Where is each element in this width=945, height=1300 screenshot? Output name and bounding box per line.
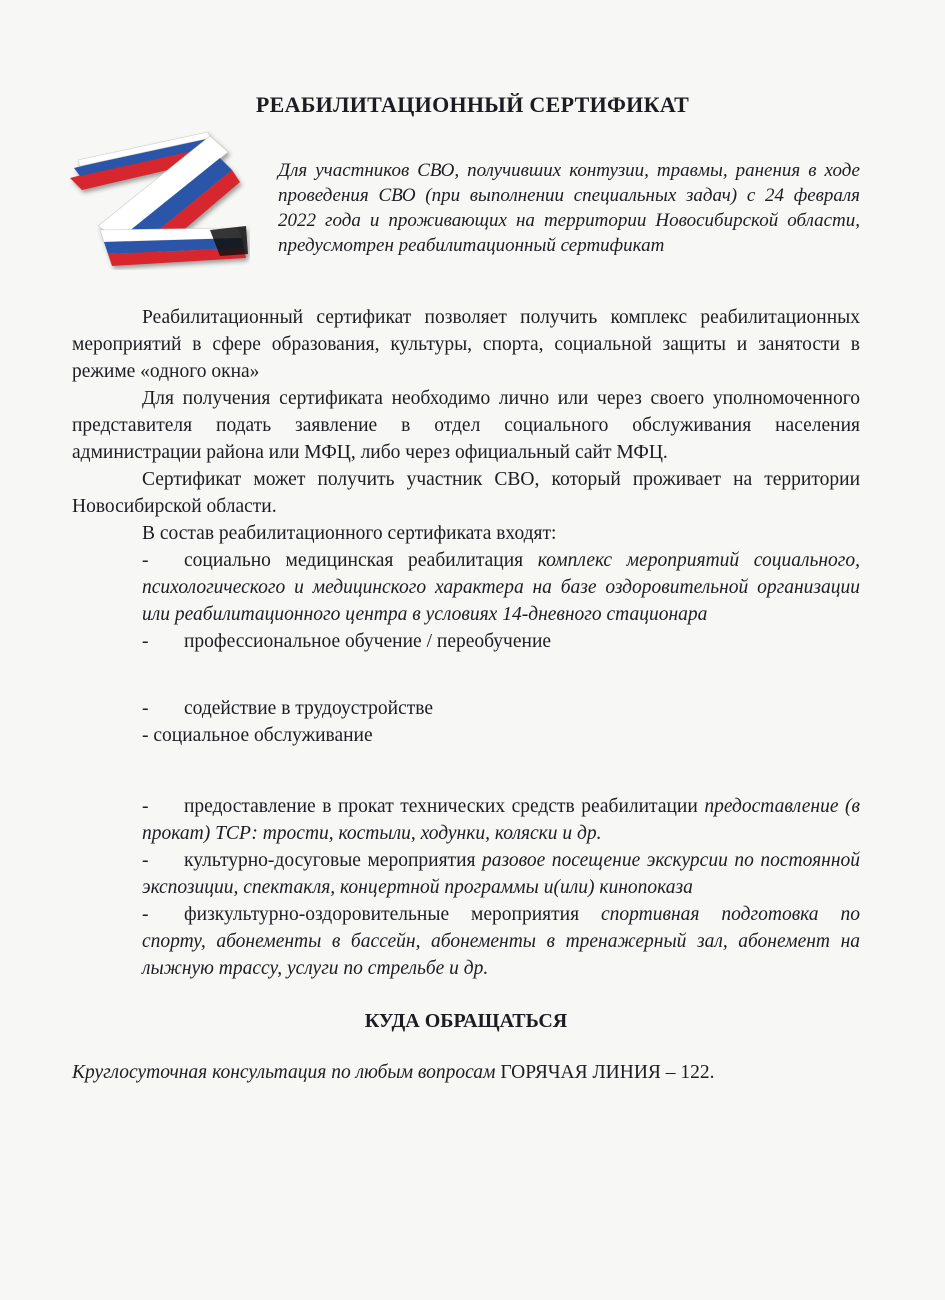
intro-text: Для участников СВО, получивших контузии, травмы, ранения в ходе проведения СВО (при выполнении специальных задач) с 24 февраля 2022 года и проживающих на территории Новосибирской области, предусмотрен реабилитационный сертификат: [278, 160, 860, 256]
document-title: РЕАБИЛИТАЦИОННЫЙ СЕРТИФИКАТ: [255, 92, 690, 117]
list-item-detail: предоставление (в прокат) ТСР: трости, костыли, ходунки, коляски и др.: [142, 796, 860, 844]
list-item-social-service: - социальное обслуживание: [142, 725, 373, 746]
z-ribbon-logo: [60, 130, 250, 270]
list-item-medical-rehab: - социально медицинская реабилитация комплекс мероприятий социального, психологического и медицинского характера на базе оздоровительной организации или реабилитационного центра в условиях 14-дневного стационара: [142, 550, 860, 625]
list-item-label: содействие в трудоустройстве: [184, 698, 434, 719]
list-item-label: культурно-досуговые мероприятия: [184, 850, 476, 871]
contacts-heading: КУДА ОБРАЩАТЬСЯ: [364, 1010, 568, 1032]
list-item-detail: спортивная подготовка по спорту, абонементы в бассейн, абонементы в тренажерный зал, абонемент на лыжную трассу, услуги по стрельбе и др.: [142, 904, 860, 979]
list-item-label: социальное обслуживание: [153, 725, 373, 746]
list-item-label: профессиональное обучение / переобучение: [184, 631, 552, 652]
paragraph-eligibility: Сертификат может получить участник СВО, который проживает на территории Новосибирской области.: [72, 469, 860, 517]
document-body: [72, 304, 860, 1086]
list-item-professional-training: - профессиональное обучение / переобучение: [142, 631, 552, 652]
list-item-label: физкультурно-оздоровительные мероприятия: [184, 904, 580, 925]
paragraph-how-to-apply: Для получения сертификата необходимо лично или через своего уполномоченного представителя подать заявление в отдел социального обслуживания населения администрации района или МФЦ, либо через официальный сайт МФЦ.: [72, 388, 860, 463]
list-item-sports-events: - физкультурно-оздоровительные мероприятия спортивная подготовка по спорту, абонементы в бассейн, абонементы в тренажерный зал, абонемент на лыжную трассу, услуги по стрельбе и др.: [142, 904, 860, 979]
paragraph-contents-intro: В состав реабилитационного сертификата входят:: [142, 523, 557, 544]
list-item-cultural-events: - культурно-досуговые мероприятия разовое посещение экскурсии по постоянной экспозиции, спектакля, концертной программы и(или) кинопоказа: [142, 850, 861, 898]
list-item-employment-assistance: - содействие в трудоустройстве: [142, 698, 434, 719]
list-item-detail: комплекс мероприятий социального, психологического и медицинского характера на базе оздоровительной организации или реабилитационного центра в условиях 14-дневного стационара: [142, 550, 860, 625]
hotline-info: [72, 1059, 860, 1086]
list-item-equipment-rental: - предоставление в прокат технических средств реабилитации предоставление (в прокат) ТСР: трости, костыли, ходунки, коляски и др.: [142, 796, 860, 844]
list-item-label: предоставление в прокат технических средств реабилитации: [184, 796, 698, 817]
hotline-label: ГОРЯЧАЯ ЛИНИЯ – 122.: [500, 1062, 715, 1083]
list-item-label: социально медицинская реабилитация: [184, 550, 524, 571]
hotline-text: Круглосуточная консультация по любым вопросам: [72, 1062, 496, 1083]
paragraph-certificate-purpose: Реабилитационный сертификат позволяет получить комплекс реабилитационных мероприятий в сфере образования, культуры, спорта, социальной защиты и занятости в режиме «одного окна»: [72, 307, 860, 382]
list-item-detail: разовое посещение экскурсии по постоянной экспозиции, спектакля, концертной программы и(или) кинопоказа: [142, 850, 861, 898]
